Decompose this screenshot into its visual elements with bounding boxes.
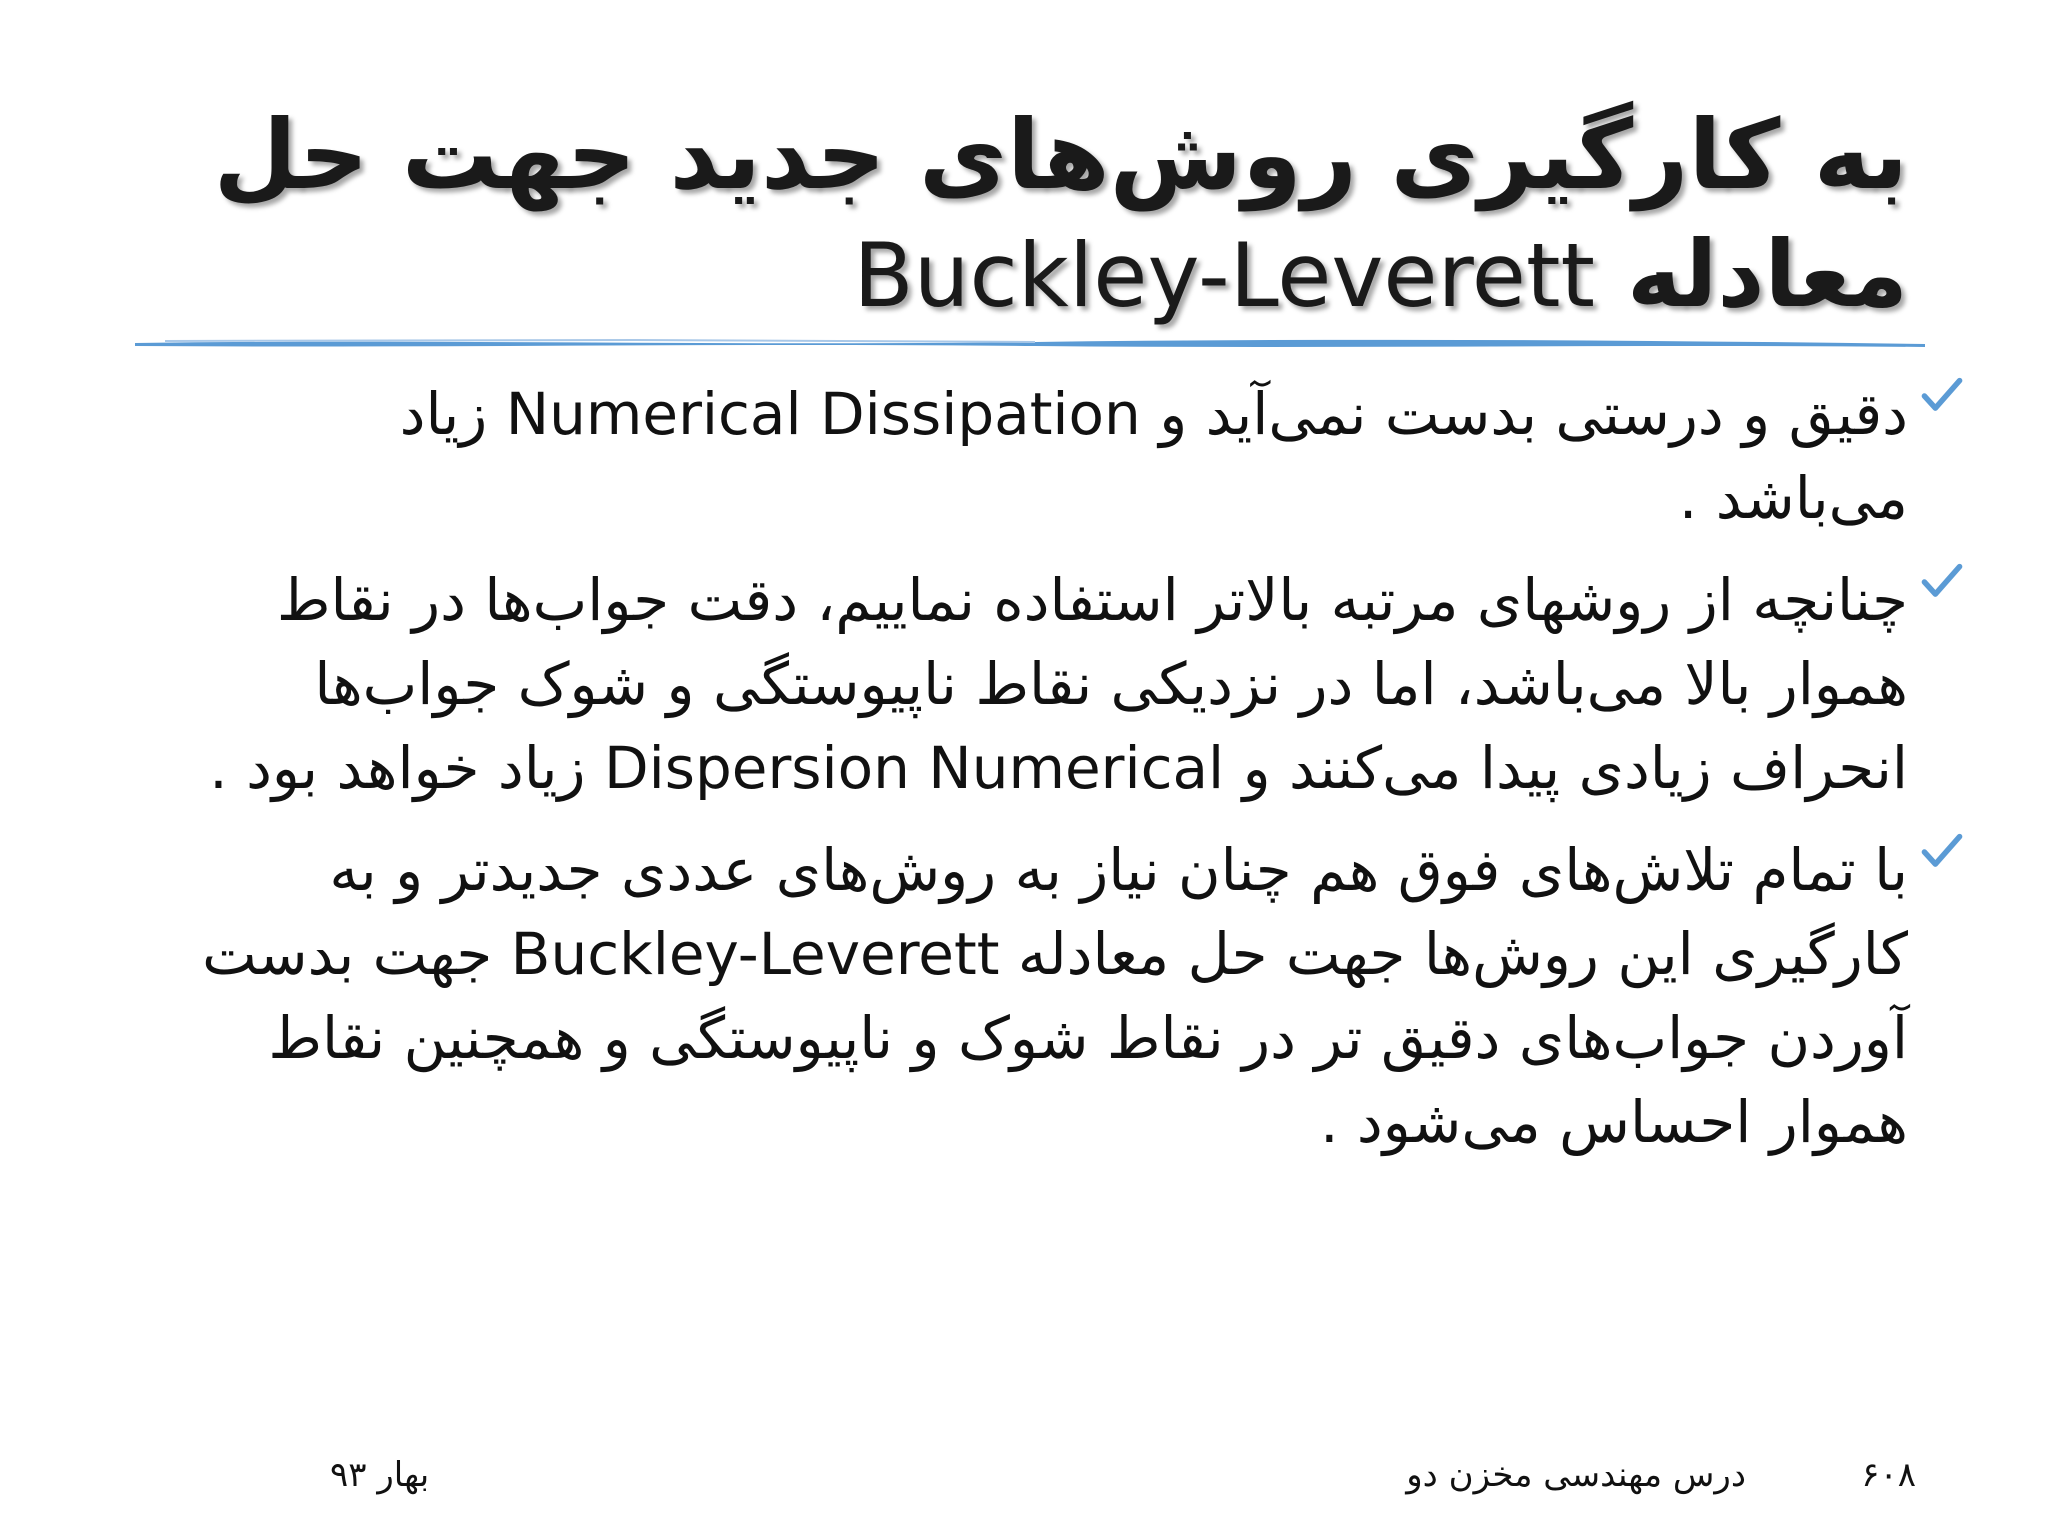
course-name: درس مهندسی مخزن دو <box>1406 1455 1746 1495</box>
bullet-text: با تمام تلاش‌های فوق هم چنان نیاز به روش‌های عددی جدیدتر و به کارگیری این روش‌ها جهت حل معادله Buckley-Leverett جهت بدست آوردن جواب‌های دقیق تر در نقاط شوک و ناپیوستگی و همچنین نقاط هموار احساس می‌شود . <box>202 836 1908 1156</box>
check-icon <box>1920 374 1964 418</box>
bullet-list <box>198 372 1938 1182</box>
bullet-item <box>198 558 1938 810</box>
check-icon <box>1920 560 1964 604</box>
title-line-1: به کارگیری روش‌های جدید جهت حل <box>213 99 1908 211</box>
page-number: ۶۰۸ <box>1861 1455 1916 1495</box>
title-line-2 <box>128 215 1908 336</box>
title-line-2-persian: معادله <box>1627 221 1908 328</box>
term-label: بهار ۹۳ <box>330 1455 430 1495</box>
check-icon <box>1920 830 1964 874</box>
slide-title <box>128 95 1908 336</box>
title-divider <box>135 336 1925 350</box>
bullet-text: دقیق و درستی بدست نمی‌آید و Numerical Dissipation زیاد می‌باشد . <box>399 380 1908 532</box>
bullet-item <box>198 372 1938 540</box>
bullet-item <box>198 828 1938 1164</box>
title-line-2-latin: Buckley-Leverett <box>853 224 1595 327</box>
bullet-text: چنانچه از روشهای مرتبه بالاتر استفاده نماییم، دقت جواب‌ها در نقاط هموار بالا می‌باشد، اما در نزدیکی نقاط ناپیوستگی و شوک جواب‌ها انحراف زیادی پیدا می‌کنند و Dispersion Numerical زیاد خواهد بود . <box>209 566 1908 802</box>
